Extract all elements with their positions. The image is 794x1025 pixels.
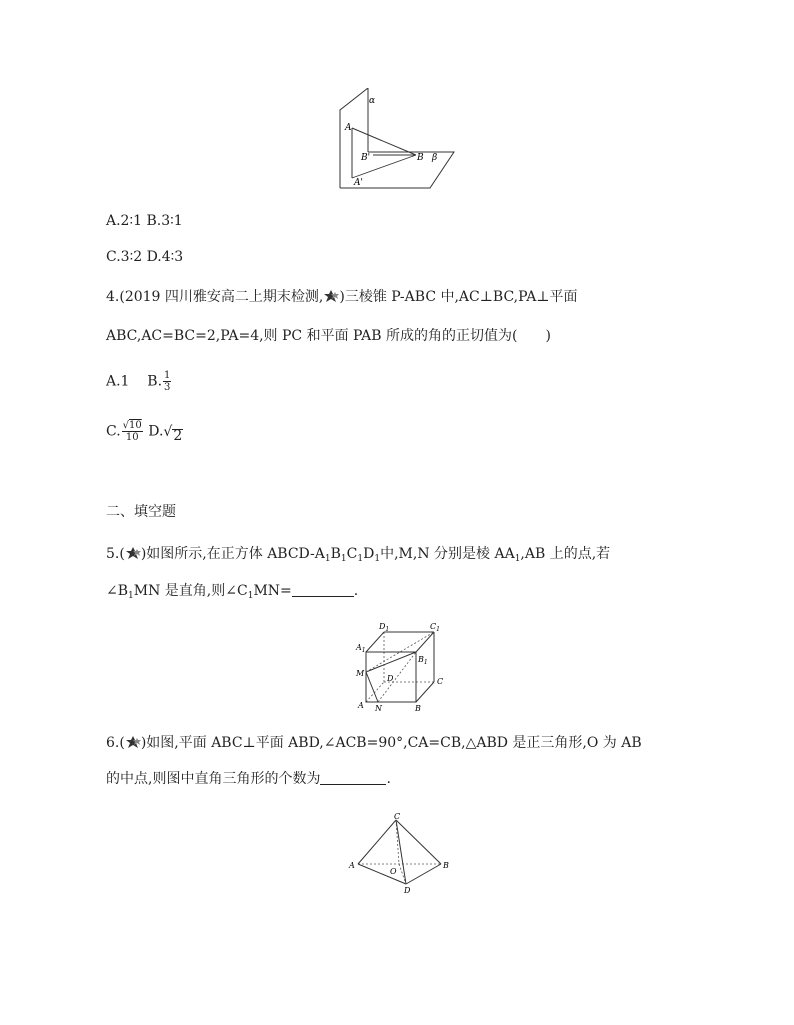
difficulty-star-icon [323,290,339,302]
q3-options-row2 [106,247,183,267]
label-M: M [356,669,365,678]
section-title: 二、填空题 [106,504,176,520]
answer-blank[interactable] [292,596,354,597]
q4-options-row1 [106,370,172,393]
label-D: D [404,886,411,895]
label-alpha: α [369,96,376,106]
answer-blank[interactable] [320,784,386,785]
q3-option-d: D.4∶3 [146,249,184,265]
q6-line1: 6.( )如图,平面 ABC⊥平面 ABD,∠ACB=90°,CA=CB,△ABD 是正三角形,O 为 AB [106,735,642,751]
figure-planes [336,88,460,192]
label-beta: β [432,153,438,163]
label-C: C [394,812,401,821]
q3-options-row1 [106,211,183,231]
label-B: B [417,153,424,163]
q3-option-b: B.3∶1 [146,213,183,229]
q4-option-b-fraction: $\frac{1}{3}$ [164,370,171,393]
label-A1: $A_1$ [356,643,366,654]
q4-line1 [106,287,578,307]
q4-option-d-sqrt: √ 2 [163,423,183,444]
label-A-prime: A' [354,178,363,188]
label-B: B [443,861,449,870]
q6-line2: 的中点,则图中直角三角形的个数为 . [106,771,391,787]
label-D: D [387,674,394,683]
label-A: A [345,123,352,133]
figure-pyramid [344,812,456,896]
q5-line1: 5.( )如图所示,在正方体 ABCD-$A_1B_1C_1D_1$中,M,N 分别是棱 $AA_1,AB$ 上的点,若 [106,546,611,564]
q4-text-1: )三棱锥 P-ABC 中,AC⊥BC,PA⊥平面 [339,289,578,305]
label-A: A [349,861,355,870]
label-C1: $C_1$ [430,622,440,633]
label-D1: $D_1$ [379,622,390,633]
label-C: C [437,677,444,686]
q4-option-c-fraction: $\frac{√10}{10}$ [122,420,142,443]
q5-line2: $\angle B_1MN$ 是直角,则$\angle C_1MN=$ . [106,583,359,601]
label-B-prime: B' [361,153,371,163]
q4-options-row2 [106,420,183,443]
q4-option-c-prefix: C. [106,423,121,440]
difficulty-star-icon [125,736,141,748]
label-B1: $B_1$ [418,655,428,666]
q4-line2: ABC,AC=BC=2,PA=4,则 PC 和平面 PAB 所成的角的正切值为( ) [106,328,551,344]
difficulty-star-icon [125,547,141,559]
label-A: A [358,701,364,710]
label-B: B [415,704,421,712]
q4-option-a: A.1 [106,373,130,390]
q4-option-d-prefix: D. [148,423,164,440]
q4-option-b-prefix: B. [147,373,163,390]
q4-source: 4.(2019 四川雅安高二上期末检测, [106,289,324,305]
q3-option-c: C.3∶2 [106,249,143,265]
label-N: N [375,704,382,712]
q3-option-a: A.2∶1 [106,213,143,229]
label-O: O [390,867,397,876]
figure-cube [350,622,446,712]
